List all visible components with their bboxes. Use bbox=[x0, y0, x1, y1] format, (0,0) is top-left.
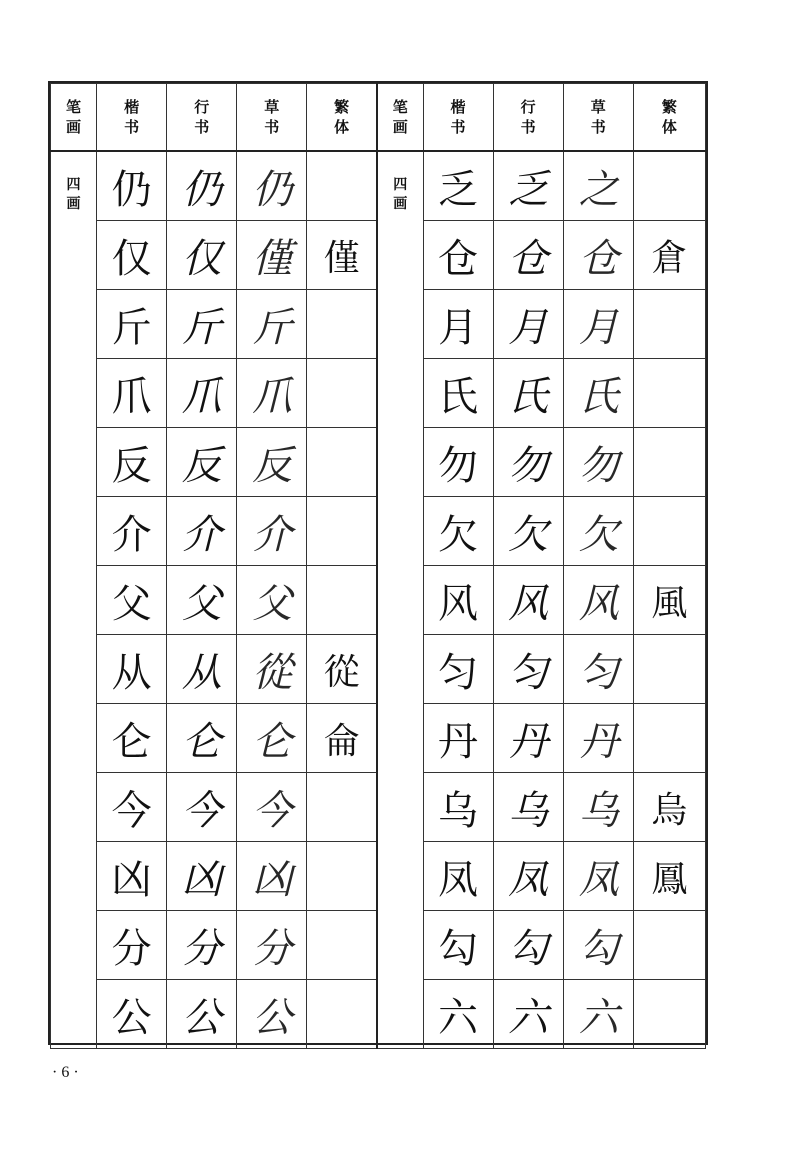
left-xing-cell: 今 bbox=[167, 773, 237, 842]
left-xing-cell: 介 bbox=[167, 497, 237, 566]
table-row bbox=[51, 151, 706, 221]
right-xing-cell: 风 bbox=[493, 566, 563, 635]
left-xing-cell: 爪 bbox=[167, 359, 237, 428]
right-kai-cell: 乌 bbox=[423, 773, 493, 842]
right-fan-cell bbox=[633, 497, 705, 566]
stroke-count-left: 四画 bbox=[51, 151, 97, 1049]
right-cao-cell: 氏 bbox=[563, 359, 633, 428]
left-xing-cell: 公 bbox=[167, 980, 237, 1049]
character-table bbox=[50, 83, 706, 1049]
right-cao-cell: 勾 bbox=[563, 911, 633, 980]
right-kai-cell: 氏 bbox=[423, 359, 493, 428]
right-cao-cell: 勿 bbox=[563, 428, 633, 497]
left-cao-cell: 爪 bbox=[237, 359, 307, 428]
right-xing-cell: 丹 bbox=[493, 704, 563, 773]
right-fan-cell: 鳳 bbox=[633, 842, 705, 911]
left-fan-cell bbox=[307, 359, 377, 428]
left-kai-cell: 从 bbox=[97, 635, 167, 704]
left-fan-cell bbox=[307, 842, 377, 911]
left-kai-cell: 公 bbox=[97, 980, 167, 1049]
left-kai-cell: 斤 bbox=[97, 290, 167, 359]
left-cao-cell: 斤 bbox=[237, 290, 307, 359]
left-xing-cell: 凶 bbox=[167, 842, 237, 911]
header-cao-right: 草书 bbox=[563, 84, 633, 152]
right-kai-cell: 凤 bbox=[423, 842, 493, 911]
right-cao-cell: 月 bbox=[563, 290, 633, 359]
right-xing-cell: 勾 bbox=[493, 911, 563, 980]
right-cao-cell: 凤 bbox=[563, 842, 633, 911]
left-kai-cell: 反 bbox=[97, 428, 167, 497]
right-kai-cell: 勿 bbox=[423, 428, 493, 497]
left-cao-cell: 分 bbox=[237, 911, 307, 980]
right-fan-cell bbox=[633, 428, 705, 497]
left-kai-cell: 仍 bbox=[97, 151, 167, 221]
header-kai-left: 楷书 bbox=[97, 84, 167, 152]
stroke-count-right: 四画 bbox=[377, 151, 423, 1049]
left-xing-cell: 仅 bbox=[167, 221, 237, 290]
left-fan-cell bbox=[307, 566, 377, 635]
right-kai-cell: 风 bbox=[423, 566, 493, 635]
right-xing-cell: 欠 bbox=[493, 497, 563, 566]
right-kai-cell: 丹 bbox=[423, 704, 493, 773]
right-cao-cell: 匀 bbox=[563, 635, 633, 704]
left-xing-cell: 仍 bbox=[167, 151, 237, 221]
right-cao-cell: 欠 bbox=[563, 497, 633, 566]
left-kai-cell: 爪 bbox=[97, 359, 167, 428]
left-fan-cell bbox=[307, 290, 377, 359]
left-fan-cell bbox=[307, 497, 377, 566]
header-fan-right: 繁体 bbox=[633, 84, 705, 152]
right-xing-cell: 氏 bbox=[493, 359, 563, 428]
right-fan-cell bbox=[633, 980, 705, 1049]
left-kai-cell: 凶 bbox=[97, 842, 167, 911]
left-fan-cell bbox=[307, 428, 377, 497]
header-stroke-right: 笔画 bbox=[377, 84, 423, 152]
left-cao-cell: 僅 bbox=[237, 221, 307, 290]
left-fan-cell bbox=[307, 911, 377, 980]
left-xing-cell: 父 bbox=[167, 566, 237, 635]
header-cao-left: 草书 bbox=[237, 84, 307, 152]
left-cao-cell: 介 bbox=[237, 497, 307, 566]
right-fan-cell bbox=[633, 290, 705, 359]
left-kai-cell: 仅 bbox=[97, 221, 167, 290]
right-cao-cell: 仓 bbox=[563, 221, 633, 290]
right-kai-cell: 匀 bbox=[423, 635, 493, 704]
left-fan-cell: 侖 bbox=[307, 704, 377, 773]
right-fan-cell: 倉 bbox=[633, 221, 705, 290]
right-kai-cell: 月 bbox=[423, 290, 493, 359]
right-cao-cell: 六 bbox=[563, 980, 633, 1049]
header-xing-right: 行书 bbox=[493, 84, 563, 152]
left-kai-cell: 仑 bbox=[97, 704, 167, 773]
left-cao-cell: 從 bbox=[237, 635, 307, 704]
left-kai-cell: 父 bbox=[97, 566, 167, 635]
header-stroke-left: 笔画 bbox=[51, 84, 97, 152]
left-fan-cell: 僅 bbox=[307, 221, 377, 290]
left-cao-cell: 公 bbox=[237, 980, 307, 1049]
right-fan-cell bbox=[633, 635, 705, 704]
right-xing-cell: 六 bbox=[493, 980, 563, 1049]
right-cao-cell: 风 bbox=[563, 566, 633, 635]
header-kai-right: 楷书 bbox=[423, 84, 493, 152]
right-kai-cell: 勾 bbox=[423, 911, 493, 980]
left-xing-cell: 从 bbox=[167, 635, 237, 704]
left-cao-cell: 今 bbox=[237, 773, 307, 842]
left-fan-cell bbox=[307, 980, 377, 1049]
left-cao-cell: 父 bbox=[237, 566, 307, 635]
left-kai-cell: 分 bbox=[97, 911, 167, 980]
right-fan-cell: 烏 bbox=[633, 773, 705, 842]
left-xing-cell: 仑 bbox=[167, 704, 237, 773]
left-kai-cell: 介 bbox=[97, 497, 167, 566]
right-fan-cell bbox=[633, 151, 705, 221]
right-xing-cell: 凤 bbox=[493, 842, 563, 911]
right-kai-cell: 仓 bbox=[423, 221, 493, 290]
right-cao-cell: 乌 bbox=[563, 773, 633, 842]
right-kai-cell: 欠 bbox=[423, 497, 493, 566]
right-cao-cell: 之 bbox=[563, 151, 633, 221]
right-kai-cell: 乏 bbox=[423, 151, 493, 221]
left-cao-cell: 凶 bbox=[237, 842, 307, 911]
right-fan-cell bbox=[633, 911, 705, 980]
right-fan-cell bbox=[633, 359, 705, 428]
right-fan-cell: 風 bbox=[633, 566, 705, 635]
left-xing-cell: 分 bbox=[167, 911, 237, 980]
right-xing-cell: 乏 bbox=[493, 151, 563, 221]
header-fan-left: 繁体 bbox=[307, 84, 377, 152]
header-xing-left: 行书 bbox=[167, 84, 237, 152]
right-xing-cell: 乌 bbox=[493, 773, 563, 842]
left-cao-cell: 反 bbox=[237, 428, 307, 497]
character-table-frame bbox=[48, 81, 708, 1045]
left-fan-cell bbox=[307, 773, 377, 842]
right-fan-cell bbox=[633, 704, 705, 773]
left-fan-cell bbox=[307, 151, 377, 221]
right-xing-cell: 仓 bbox=[493, 221, 563, 290]
right-cao-cell: 丹 bbox=[563, 704, 633, 773]
right-xing-cell: 勿 bbox=[493, 428, 563, 497]
left-xing-cell: 斤 bbox=[167, 290, 237, 359]
header-row bbox=[51, 84, 706, 152]
left-cao-cell: 仍 bbox=[237, 151, 307, 221]
left-cao-cell: 仑 bbox=[237, 704, 307, 773]
page-number: · 6 · bbox=[52, 1064, 79, 1081]
right-kai-cell: 六 bbox=[423, 980, 493, 1049]
left-xing-cell: 反 bbox=[167, 428, 237, 497]
right-xing-cell: 匀 bbox=[493, 635, 563, 704]
right-xing-cell: 月 bbox=[493, 290, 563, 359]
left-fan-cell: 從 bbox=[307, 635, 377, 704]
left-kai-cell: 今 bbox=[97, 773, 167, 842]
